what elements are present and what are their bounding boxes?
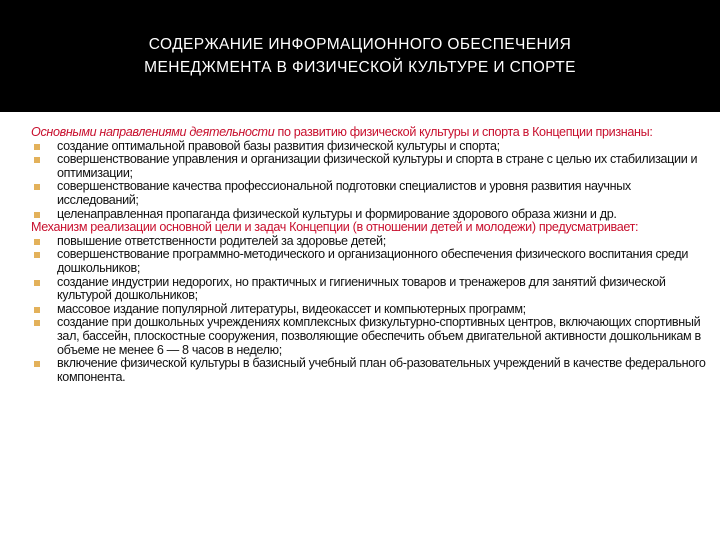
list-item [31, 316, 713, 357]
list-item [31, 140, 713, 154]
title-line-2: МЕНЕДЖМЕНТА В ФИЗИЧЕСКОЙ КУЛЬТУРЕ И СПОРТЕ [144, 59, 576, 76]
list-item [31, 248, 713, 275]
section-1-heading-italic: Основными направлениями деятельности [31, 125, 275, 139]
bullet-icon [34, 320, 40, 326]
bullet-icon [34, 144, 40, 150]
bullet-icon [34, 212, 40, 218]
list-item-text: создание при дошкольных учреждениях комплексных физкультурно-спортивных центров, включающих спортивный зал, бассейн, плоскостные сооружения, позволяющие обеспечить объем двигательной активности дошкольникам в объеме не менее 6 — 8 часов в неделю; [57, 315, 701, 357]
bullet-icon [34, 361, 40, 367]
section-1-list [31, 140, 713, 222]
list-item-text: совершенствование управления и организации физической культуры и спорта в стране с целью их стабилизации и оптимизации; [57, 152, 698, 180]
bullet-icon [34, 252, 40, 258]
section-2-list [31, 235, 713, 385]
list-item-text: совершенствование качества профессиональной подготовки специалистов и уровня развития научных исследований; [57, 179, 631, 207]
section-2-heading: Механизм реализации основной цели и задач Концепции (в отношении детей и молодежи) предусматривает: [31, 220, 639, 235]
list-item-text: массовое издание популярной литературы, видеокассет и компьютерных программ; [57, 301, 526, 316]
bullet-icon [34, 184, 40, 190]
slide-content [31, 126, 713, 384]
list-item [31, 153, 713, 180]
title-line-1: СОДЕРЖАНИЕ ИНФОРМАЦИОННОГО ОБЕСПЕЧЕНИЯ [148, 36, 572, 53]
list-item [31, 235, 713, 249]
bullet-icon [34, 239, 40, 245]
list-item-text: повышение ответственности родителей за здоровье детей; [57, 233, 386, 248]
list-item [31, 180, 713, 207]
list-item [31, 208, 713, 222]
bullet-icon [34, 280, 40, 286]
list-item-text: создание индустрии недорогих, но практичных и гигиеничных товаров и тренажеров для занятий физической культурой дошкольников; [57, 274, 666, 303]
list-item [31, 357, 713, 384]
list-item-text: целенаправленная пропаганда физической культуры и формирование здорового образа жизни и др. [57, 206, 617, 221]
list-item-text: совершенствование программно-методического и организационного обеспечения физического воспитания среди дошкольников; [57, 247, 689, 275]
slide-title [0, 0, 720, 112]
section-1-heading [31, 126, 713, 140]
list-item [31, 276, 713, 303]
bullet-icon [34, 307, 40, 313]
list-item-text: создание оптимальной правовой базы развития физической культуры и спорта; [57, 138, 500, 153]
list-item-text: включение физической культуры в базисный учебный план об-разовательных учреждений в качестве федерального компонента. [57, 356, 706, 384]
bullet-icon [34, 157, 40, 163]
section-1-heading-rest: по развитию физической культуры и спорта в Концепции признаны: [274, 125, 653, 139]
list-item [31, 303, 713, 317]
